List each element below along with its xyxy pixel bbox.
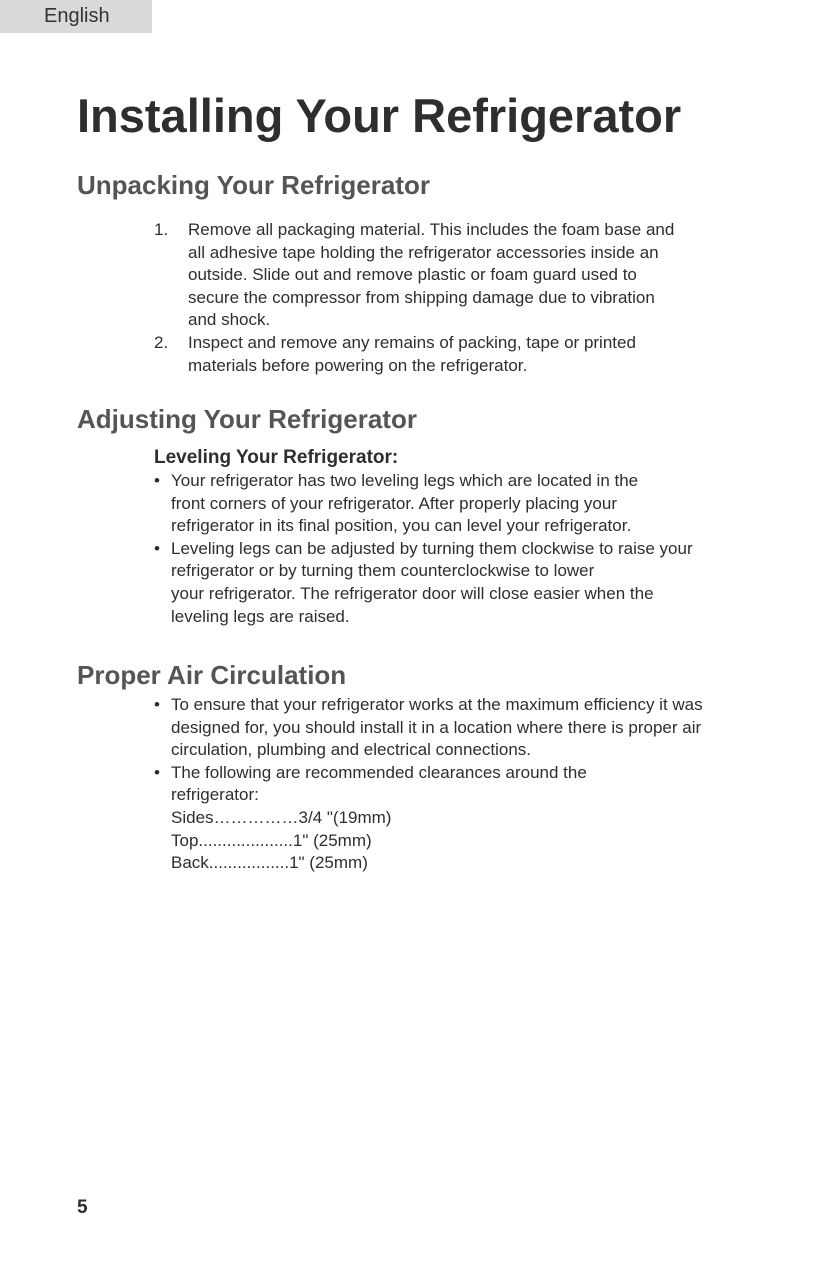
section-heading-air-circulation: Proper Air Circulation	[77, 660, 347, 690]
clearance-top: Top....................1" (25mm)	[171, 830, 372, 850]
list-item-line: front corners of your refrigerator. After properly placing your	[171, 493, 617, 513]
list-item-line: To ensure that your refrigerator works at the maximum efficiency it was	[171, 695, 703, 714]
clearance-sides: Sides……………3/4 "(19mm)	[171, 807, 392, 827]
air-circulation-list	[154, 694, 703, 875]
bullet-icon: •	[154, 538, 160, 558]
list-item-number: 2.	[154, 332, 169, 352]
list-item-line: Inspect and remove any remains of packing, tape or printed	[188, 332, 636, 352]
list-item	[154, 694, 703, 762]
list-item-line: leveling legs are raised.	[171, 606, 350, 626]
list-item-line: materials before powering on the refrigerator.	[188, 355, 528, 375]
list-item	[154, 332, 744, 377]
list-item-line: your refrigerator. The refrigerator door will close easier when the	[171, 583, 654, 603]
list-item	[154, 470, 693, 538]
list-item-line: outside. Slide out and remove plastic or foam guard used to	[188, 265, 637, 285]
list-item-line: Remove all packaging material. This includes the foam base and	[188, 220, 675, 239]
section-heading-adjusting: Adjusting Your Refrigerator	[77, 404, 417, 434]
list-item	[154, 219, 744, 332]
list-item-line: The following are recommended clearances around the	[171, 762, 587, 782]
list-item-number: 1.	[154, 220, 169, 239]
list-item-line: and shock.	[188, 310, 271, 330]
list-item-line: Leveling legs can be adjusted by turning them clockwise to raise your	[171, 538, 693, 558]
list-item-line: Your refrigerator has two leveling legs which are located in the	[171, 471, 639, 490]
bullet-icon: •	[154, 695, 160, 714]
page-title: Installing Your Refrigerator	[77, 89, 682, 142]
clearance-back: Back.................1" (25mm)	[171, 853, 368, 873]
list-item-line: secure the compressor from shipping damage due to vibration	[188, 287, 655, 307]
list-item-line: refrigerator or by turning them counterclockwise to lower	[171, 561, 595, 581]
page-number: 5	[77, 1197, 88, 1218]
leveling-list	[154, 470, 693, 628]
list-item-line: refrigerator in its final position, you can level your refrigerator.	[171, 516, 632, 536]
bullet-icon: •	[154, 471, 160, 490]
list-item	[154, 762, 703, 875]
unpacking-list	[154, 219, 744, 377]
subheading-leveling: Leveling Your Refrigerator:	[154, 447, 399, 468]
language-tab: English	[0, 0, 152, 33]
bullet-icon: •	[154, 762, 160, 782]
list-item-line: designed for, you should install it in a location where there is proper air	[171, 717, 702, 737]
list-item-line: refrigerator:	[171, 785, 259, 805]
list-item-line: circulation, plumbing and electrical connections.	[171, 740, 532, 760]
list-item-line: all adhesive tape holding the refrigerator accessories inside an	[188, 242, 659, 262]
list-item	[154, 538, 693, 628]
section-heading-unpacking: Unpacking Your Refrigerator	[77, 170, 430, 200]
